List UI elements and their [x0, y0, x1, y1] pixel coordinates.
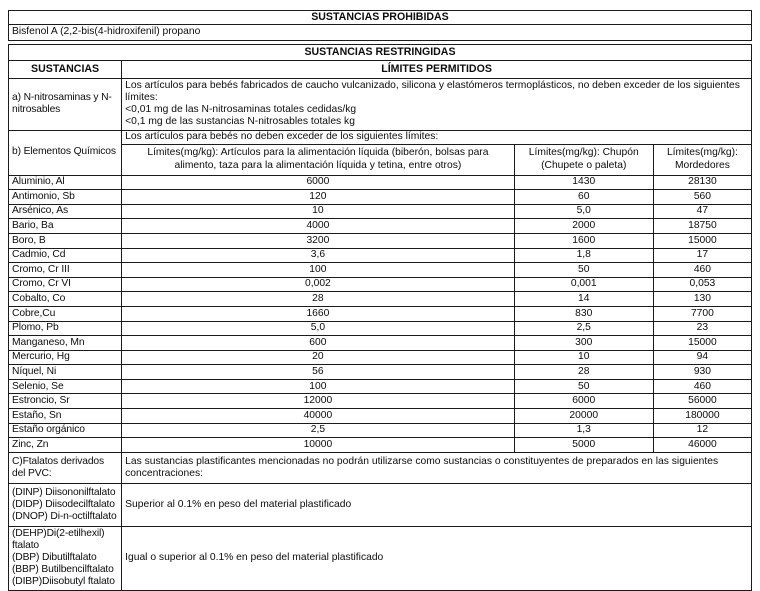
element-name-cell: Cromo, Cr VI	[9, 277, 122, 292]
element-name-cell: Boro, B	[9, 233, 122, 248]
limit-pacifier-cell: 2,5	[514, 321, 653, 336]
element-name-cell: Mercurio, Hg	[9, 350, 122, 365]
limit-teethers-cell: 560	[653, 190, 751, 205]
limit-teethers-cell: 94	[653, 350, 751, 365]
limit-teethers-cell: 47	[653, 204, 751, 219]
limit-pacifier-cell: 6000	[514, 394, 653, 409]
element-name-cell: Aluminio, Al	[9, 175, 122, 190]
phthalate-name: (BBP) Butilbencilftalato	[12, 564, 114, 576]
phthalate-name: (DIDP) Diisodecilftalato	[12, 498, 115, 510]
limit-pacifier-cell: 0,001	[514, 277, 653, 292]
element-name-cell: Estaño, Sn	[9, 409, 122, 424]
element-name-cell: Plomo, Pb	[9, 321, 122, 336]
limit-pacifier-cell: 20000	[514, 409, 653, 424]
element-name-cell: Estaño orgánico	[9, 423, 122, 438]
element-name-cell: Cobalto, Co	[9, 292, 122, 307]
limit-teethers-cell: 28130	[653, 175, 751, 190]
prohibited-item: Bisfenol A (2,2-bis(4-hidroxifenil) propano	[9, 25, 752, 41]
element-name-cell: Arsénico, As	[9, 204, 122, 219]
element-row	[9, 277, 752, 292]
limit-pacifier-cell: 1,8	[514, 248, 653, 263]
element-row	[9, 233, 752, 248]
limit-pacifier-cell: 1,3	[514, 423, 653, 438]
element-row	[9, 365, 752, 380]
limit-liquid-cell: 6000	[122, 175, 515, 190]
limit-teethers-cell: 15000	[653, 233, 751, 248]
limit-liquid-cell: 12000	[122, 394, 515, 409]
element-row	[9, 190, 752, 205]
restricted-title: SUSTANCIAS RESTRINGIDAS	[9, 45, 752, 61]
limits-teethers-header-cell: Límites(mg/kg): Mordedores	[653, 144, 751, 175]
elements-intro-row	[9, 130, 752, 144]
phthalates-label-cell: C)Ftalatos derivados del PVC:	[9, 452, 122, 483]
column-header-row	[9, 61, 752, 79]
nitrosamines-limit-line: <0,1 mg de las sustancias N-nitrosables totales kg	[125, 116, 355, 128]
limit-pacifier-cell: 1430	[514, 175, 653, 190]
limit-pacifier-cell: 50	[514, 379, 653, 394]
prohibited-title-row	[9, 11, 752, 25]
phthalate-group1-row	[9, 483, 752, 526]
limit-liquid-cell: 2,5	[122, 423, 515, 438]
phthalates-intro-row	[9, 452, 752, 483]
nitrosamines-limit-line: <0,01 mg de las N-nitrosaminas totales cedidas/kg	[125, 104, 357, 116]
element-name-cell: Selenio, Se	[9, 379, 122, 394]
limit-teethers-cell: 56000	[653, 394, 751, 409]
limit-liquid-cell: 28	[122, 292, 515, 307]
limit-pacifier-cell: 28	[514, 365, 653, 380]
limit-liquid-cell: 3,6	[122, 248, 515, 263]
element-row	[9, 336, 752, 351]
nitrosamines-limits-cell	[122, 79, 752, 131]
limit-teethers-cell: 460	[653, 263, 751, 278]
element-name-cell: Cobre,Cu	[9, 306, 122, 321]
limit-pacifier-cell: 14	[514, 292, 653, 307]
phthalate-name: (DEHP)Di(2-etilhexil) ftalato	[12, 527, 105, 551]
element-name-cell: Níquel, Ni	[9, 365, 122, 380]
limit-pacifier-cell: 300	[514, 336, 653, 351]
element-row	[9, 292, 752, 307]
limit-liquid-cell: 100	[122, 379, 515, 394]
element-name-cell: Estroncio, Sr	[9, 394, 122, 409]
element-row	[9, 423, 752, 438]
limit-teethers-cell: 180000	[653, 409, 751, 424]
element-row	[9, 248, 752, 263]
limit-pacifier-cell: 2000	[514, 219, 653, 234]
phthalate-name: (DINP) Diisononilftalato	[12, 486, 116, 498]
phthalate-group1-label-cell	[9, 483, 122, 526]
restricted-substances-table	[8, 44, 752, 591]
limit-liquid-cell: 56	[122, 365, 515, 380]
prohibited-substances-table	[8, 10, 752, 41]
element-name-cell: Zinc, Zn	[9, 438, 122, 453]
element-name-cell: Antimonio, Sb	[9, 190, 122, 205]
limits-header-cell: LÍMITES PERMITIDOS	[122, 61, 752, 79]
nitrosamines-label-cell: a) N-nitrosaminas y N-nitrosables	[9, 79, 122, 131]
elements-intro-cell: Los artículos para bebés no deben exceder de los siguientes límites:	[122, 130, 752, 144]
limit-teethers-cell: 18750	[653, 219, 751, 234]
limit-pacifier-cell: 1600	[514, 233, 653, 248]
limit-liquid-cell: 4000	[122, 219, 515, 234]
limit-teethers-cell: 0,053	[653, 277, 751, 292]
limit-teethers-cell: 12	[653, 423, 751, 438]
limit-liquid-cell: 40000	[122, 409, 515, 424]
substances-header-cell: SUSTANCIAS	[9, 61, 122, 79]
element-row	[9, 379, 752, 394]
limit-liquid-cell: 5,0	[122, 321, 515, 336]
limit-liquid-cell: 10	[122, 204, 515, 219]
element-row	[9, 350, 752, 365]
phthalate-name: (DNOP) Di-n-octilftalato	[12, 510, 117, 522]
element-row	[9, 175, 752, 190]
element-row	[9, 263, 752, 278]
element-row	[9, 438, 752, 453]
phthalates-intro-cell: Las sustancias plastificantes mencionadas no podrán utilizarse como sustancias o constituyentes de preparados en las siguientes concentraciones:	[122, 452, 752, 483]
elements-label-cell: b) Elementos Químicos	[9, 130, 122, 175]
limit-liquid-cell: 1660	[122, 306, 515, 321]
element-name-cell: Manganeso, Mn	[9, 336, 122, 351]
limit-liquid-cell: 100	[122, 263, 515, 278]
element-name-cell: Cadmio, Cd	[9, 248, 122, 263]
nitrosamines-row	[9, 79, 752, 131]
limit-liquid-cell: 0,002	[122, 277, 515, 292]
phthalate-name: (DBP) Dibutilftalato	[12, 552, 97, 564]
element-name-cell: Bario, Ba	[9, 219, 122, 234]
limits-liquid-header-cell: Límites(mg/kg): Artículos para la alimentación líquida (biberón, bolsas para alimento, taza para la alimentación líquida y tetina, entre otros)	[122, 144, 515, 175]
limit-pacifier-cell: 830	[514, 306, 653, 321]
nitrosamines-limit-line: Los artículos para bebés fabricados de caucho vulcanizado, silicona y elastómeros termoplásticos, no deben exceder de los siguientes límites:	[125, 80, 740, 104]
limit-teethers-cell: 460	[653, 379, 751, 394]
limit-liquid-cell: 3200	[122, 233, 515, 248]
limits-pacifier-header-cell: Límites(mg/kg): Chupón (Chupete o paleta)	[514, 144, 653, 175]
phthalate-group2-row	[9, 526, 752, 590]
limit-pacifier-cell: 60	[514, 190, 653, 205]
element-row	[9, 321, 752, 336]
element-row	[9, 394, 752, 409]
phthalate-group1-limit-cell: Superior al 0.1% en peso del material plastificado	[122, 483, 752, 526]
limit-teethers-cell: 930	[653, 365, 751, 380]
prohibited-item-row	[9, 25, 752, 41]
limit-pacifier-cell: 5000	[514, 438, 653, 453]
element-name-cell: Cromo, Cr III	[9, 263, 122, 278]
element-row	[9, 409, 752, 424]
limit-teethers-cell: 15000	[653, 336, 751, 351]
limit-liquid-cell: 10000	[122, 438, 515, 453]
limit-liquid-cell: 120	[122, 190, 515, 205]
restricted-title-row	[9, 45, 752, 61]
limit-teethers-cell: 46000	[653, 438, 751, 453]
limit-pacifier-cell: 5,0	[514, 204, 653, 219]
limit-teethers-cell: 130	[653, 292, 751, 307]
phthalate-group2-limit-cell: Igual o superior al 0.1% en peso del material plastificado	[122, 526, 752, 590]
phthalate-name: (DIBP)Diisobutyl ftalato	[12, 576, 115, 588]
element-row	[9, 306, 752, 321]
limit-pacifier-cell: 50	[514, 263, 653, 278]
phthalate-group2-label-cell	[9, 526, 122, 590]
limit-pacifier-cell: 10	[514, 350, 653, 365]
element-row	[9, 204, 752, 219]
prohibited-title: SUSTANCIAS PROHIBIDAS	[9, 11, 752, 25]
limit-teethers-cell: 23	[653, 321, 751, 336]
limit-teethers-cell: 7700	[653, 306, 751, 321]
limit-liquid-cell: 600	[122, 336, 515, 351]
element-row	[9, 219, 752, 234]
limit-teethers-cell: 17	[653, 248, 751, 263]
limit-liquid-cell: 20	[122, 350, 515, 365]
